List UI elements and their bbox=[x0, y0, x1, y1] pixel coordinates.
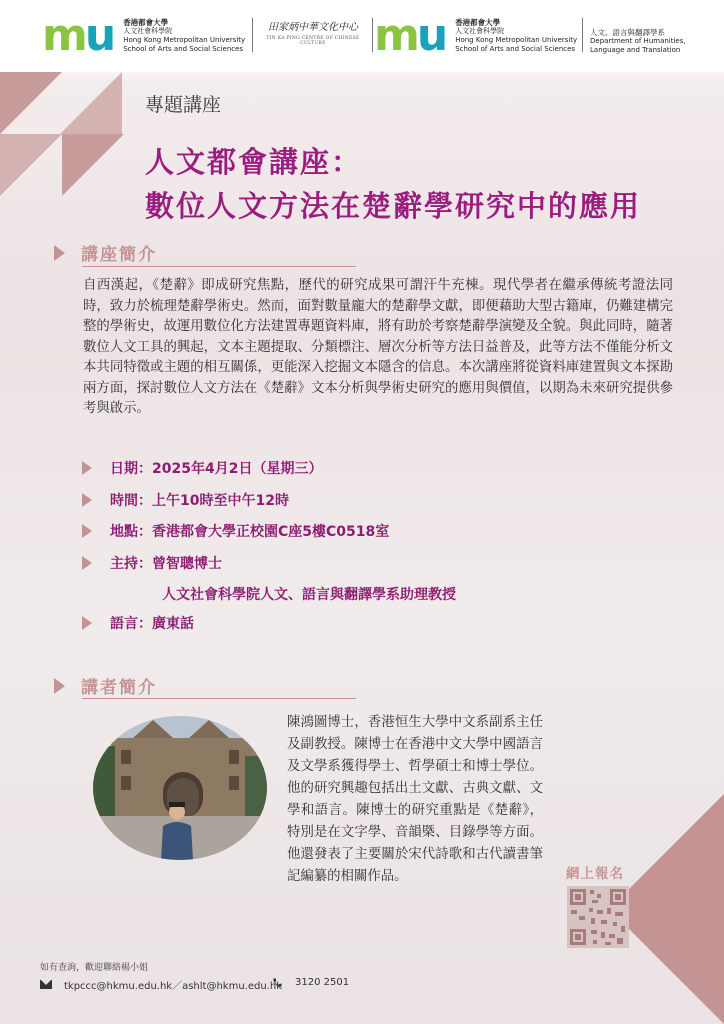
register-label: 網上報名 bbox=[566, 866, 624, 882]
header-divider bbox=[372, 18, 373, 52]
decor-triangle bbox=[0, 134, 62, 196]
topic-label: 專題講座 bbox=[145, 94, 222, 116]
decor-triangle bbox=[0, 72, 62, 134]
speaker-heading: 講者簡介 bbox=[54, 673, 157, 698]
mu-logo-icon: mu bbox=[42, 10, 114, 61]
triangle-bullet-icon bbox=[54, 245, 65, 261]
mu-logo-icon: mu bbox=[374, 10, 446, 61]
info-host: 主持： 曾智聰博士 bbox=[82, 553, 222, 573]
contact-label: 如有查詢，歡迎聯絡楊小姐 bbox=[40, 963, 149, 973]
info-date: 日期： 2025年4月2日（星期三） bbox=[82, 458, 322, 478]
header-divider bbox=[582, 18, 583, 52]
page-title: 人文都會講座： 數位人文方法在楚辭學研究中的應用 bbox=[145, 145, 642, 223]
triangle-bullet-icon bbox=[82, 461, 92, 475]
speaker-photo-illustration bbox=[93, 716, 267, 860]
header-divider bbox=[252, 18, 253, 52]
contact-email[interactable]: tkpccc@hkmu.edu.hk／ashlt@hkmu.edu.hk bbox=[64, 981, 282, 992]
speaker-photo bbox=[93, 716, 267, 860]
triangle-bullet-icon bbox=[82, 556, 92, 570]
triangle-bullet-icon bbox=[82, 524, 92, 538]
decor-triangle bbox=[614, 794, 724, 904]
hkmu-logo-1 bbox=[42, 10, 246, 61]
header-bar bbox=[0, 0, 724, 72]
info-time: 時間： 上午10時至中午12時 bbox=[82, 490, 289, 510]
host-title: 人文社會科學院人文、語言與翻譯學系助理教授 bbox=[162, 587, 456, 603]
department-name: 人文、語言與翻譯學系 Department of Humanities, Language and Translation bbox=[590, 28, 686, 54]
triangle-bullet-icon bbox=[82, 616, 92, 630]
info-language: 語言： 廣東話 bbox=[82, 613, 194, 633]
section-underline bbox=[82, 698, 356, 699]
phone-icon bbox=[272, 977, 283, 988]
tkp-centre-logo: 田家炳中華文化中心 TIN KA PING CENTRE OF CHINESE CULTURE bbox=[266, 22, 360, 46]
decor-triangle bbox=[62, 134, 124, 196]
intro-heading: 講座簡介 bbox=[54, 240, 157, 265]
qr-code[interactable] bbox=[567, 886, 629, 948]
mail-icon bbox=[40, 980, 52, 989]
triangle-bullet-icon bbox=[82, 493, 92, 507]
contact-phone[interactable]: 3120 2501 bbox=[295, 977, 350, 988]
intro-text: 自西漢起，《楚辭》即成研究焦點，歷代的研究成果可謂汗牛充棟。現代學者在繼承傳統考證法同時，致力於梳理楚辭學術史。然而，面對數量龐大的楚辭學文獻，即便藉助大型古籍庫，仍難建構完整的學術史，故運用數位化方法建置專題資料庫，將有助於考察楚辭學演變及全貌。與此同時，隨著數位人文工具的興起，文本主題提取、分類標注、層次分析等方法日益普及，此等方法不僅能分析文本共同特徵或主題的相互關係，更能深入挖掘文本隱含的信息。本次講座將從資料庫建置與文本探勘兩方面，探討數位人文方法在《楚辭》文本分析與學術史研究的應用與價值，以期為未來研究提供參考與啟示。 bbox=[83, 278, 673, 416]
info-venue: 地點： 香港都會大學正校園C座5樓C0518室 bbox=[82, 521, 389, 541]
logo-2-text: 香港都會大學 人文社會科學院 Hong Kong Metropolitan University School of Arts and Social Sciences bbox=[455, 18, 578, 53]
triangle-bullet-icon bbox=[54, 678, 65, 694]
decor-triangle bbox=[60, 72, 122, 134]
contact-email-row bbox=[40, 977, 282, 992]
speaker-bio: 陳鴻圖博士，香港恒生大學中文系副系主任及副教授。陳博士在香港中文大學中國語言及文學系獲得學士、哲學碩士和博士學位。他的研究興趣包括出土文獻、古典文獻、文學和語言。陳博士的研究重點是《楚辭》，特別是在文字學、音韻槩、目錄學等方面。他還發表了主要關於宋代詩歌和古代讀書筆記編纂的相關作品。 bbox=[287, 715, 543, 884]
section-underline bbox=[82, 266, 356, 267]
contact-phone-row bbox=[272, 977, 349, 988]
hkmu-logo-2 bbox=[374, 10, 578, 61]
logo-1-text: 香港都會大學 人文社會科學院 Hong Kong Metropolitan University School of Arts and Social Sciences bbox=[123, 18, 246, 53]
